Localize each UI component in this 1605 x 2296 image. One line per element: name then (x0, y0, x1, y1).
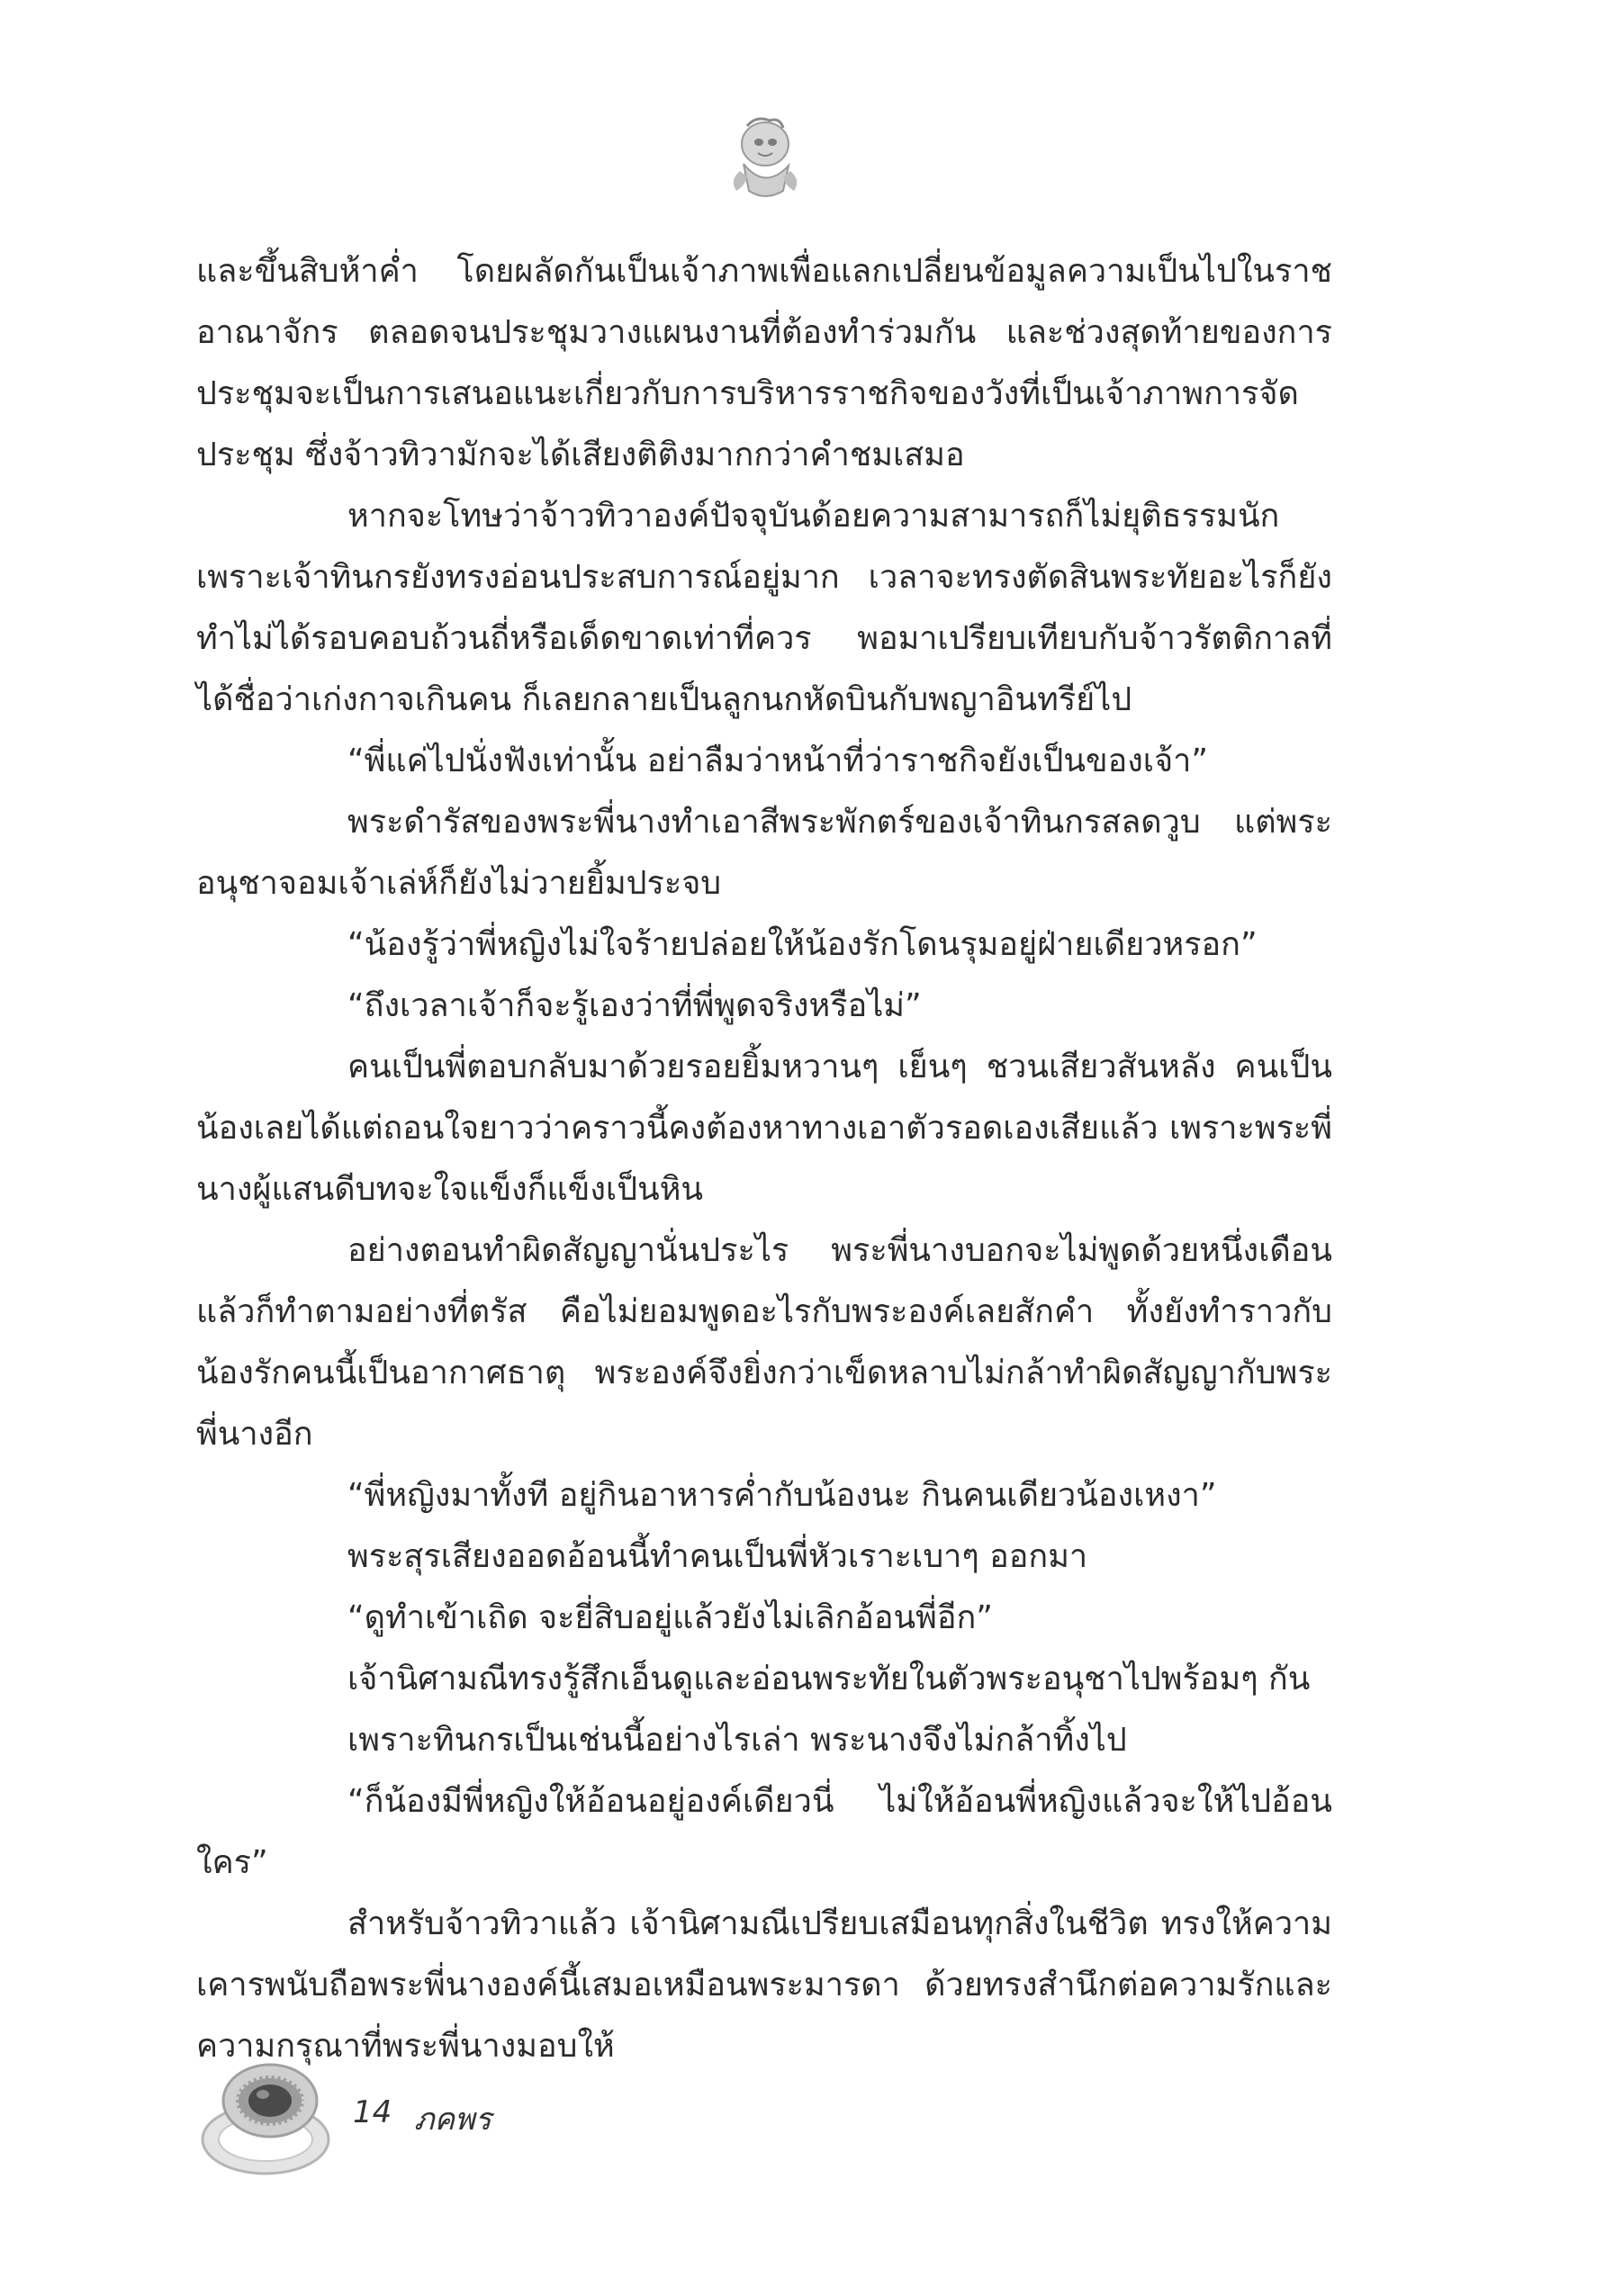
paragraph: พระสุรเสียงออดอ้อนนี้ทำคนเป็นพี่หัวเราะเบาๆ ออกมา (347, 1538, 1088, 1575)
paragraph: “ถึงเวลาเจ้าก็จะรู้เองว่าที่พี่พูดจริงหรือไม่” (347, 987, 922, 1024)
gemstone-ring-icon (194, 2054, 338, 2180)
paragraph: พระดำรัสของพระพี่นางทำเอาสีพระพักตร์ของเจ้าทินกรสลดวูบ แต่พระอนุชาจอมเจ้าเล่ห์ก็ยังไม่วายยิ้มประจบ (196, 804, 1332, 902)
paragraph: “ดูทำเข้าเถิด จะยี่สิบอยู่แล้วยังไม่เลิกอ้อนพี่อีก” (347, 1599, 993, 1636)
paragraph: หากจะโทษว่าจ้าวทิวาองค์ปัจจุบันด้อยความสามารถก็ไม่ยุติธรรมนัก เพราะเจ้าทินกรยังทรงอ่อนประสบการณ์อยู่มาก เวลาจะทรงตัดสินพระทัยอะไรก็ยังทำไม่ได้รอบคอบถ้วนถี่หรือเด็ดขาดเท่าที่ควร พอมาเปรียบเทียบกับจ้าวรัตติกาลที่ได้ชื่อว่าเก่งกาจเกินคน ก็เลยกลายเป็นลูกนกหัดบินกับพญาอินทรีย์ไป (196, 498, 1332, 718)
paragraph: สำหรับจ้าวทิวาแล้ว เจ้านิศามณีเปรียบเสมือนทุกสิ่งในชีวิต ทรงให้ความเคารพนับถือพระพี่นางองค์นี้เสมอเหมือนพระมารดา ด้วยทรงสำนึกต่อความรักและความกรุณาที่พระพี่นางมอบให้ (196, 1905, 1332, 2065)
cherub-ornament-icon (720, 108, 810, 207)
page-number: 14 (353, 2094, 392, 2130)
body-text (196, 241, 1332, 2077)
paragraph: อย่างตอนทำผิดสัญญานั่นประไร พระพี่นางบอกจะไม่พูดด้วยหนึ่งเดือน แล้วก็ทำตามอย่างที่ตรัส คือไม่ยอมพูดอะไรกับพระองค์เลยสักคำ ทั้งยังทำราวกับน้องรักคนนี้เป็นอากาศธาตุ พระองค์จึงยิ่งกว่าเข็ดหลาบไม่กล้าทำผิดสัญญากับพระพี่นางอีก (196, 1232, 1332, 1453)
paragraph: เพราะทินกรเป็นเช่นนี้อย่างไรเล่า พระนางจึงไม่กล้าทิ้งไป (347, 1722, 1127, 1759)
paragraph: “น้องรู้ว่าพี่หญิงไม่ใจร้ายปล่อยให้น้องรักโดนรุมอยู่ฝ่ายเดียวหรอก” (347, 926, 1258, 963)
paragraph: และขึ้นสิบห้าค่ำ โดยผลัดกันเป็นเจ้าภาพเพื่อแลกเปลี่ยนข้อมูลความเป็นไปในราชอาณาจักร ตลอดจนประชุมวางแผนงานที่ต้องทำร่วมกัน และช่วงสุดท้ายของการประชุมจะเป็นการเสนอแนะเกี่ยวกับการบริหารราชกิจของวังที่เป็นเจ้าภาพการจัดประชุม ซึ่งจ้าวทิวามักจะได้เสียงติติงมากกว่าคำชมเสมอ (196, 253, 1332, 473)
paragraph: “พี่หญิงมาทั้งที อยู่กินอาหารค่ำกับน้องนะ กินคนเดียวน้องเหงา” (347, 1477, 1217, 1514)
paragraph: เจ้านิศามณีทรงรู้สึกเอ็นดูและอ่อนพระทัยในตัวพระอนุชาไปพร้อมๆ กัน (347, 1661, 1311, 1697)
paragraph: “ก็น้องมีพี่หญิงให้อ้อนอยู่องค์เดียวนี่ ไม่ให้อ้อนพี่หญิงแล้วจะให้ไปอ้อนใคร” (196, 1783, 1332, 1881)
paragraph: คนเป็นพี่ตอบกลับมาด้วยรอยยิ้มหวานๆ เย็นๆ ชวนเสียวสันหลัง คนเป็นน้องเลยได้แต่ถอนใจยาวว่าคราวนี้คงต้องหาทางเอาตัวรอดเองเสียแล้ว เพราะพระพี่นางผู้แสนดีบทจะใจแข็งก็แข็งเป็นหิน (196, 1049, 1332, 1208)
author-name: ภคพร (414, 2102, 491, 2138)
paragraph: “พี่แค่ไปนั่งฟังเท่านั้น อย่าลืมว่าหน้าที่ว่าราชกิจยังเป็นของเจ้า” (347, 743, 1209, 779)
